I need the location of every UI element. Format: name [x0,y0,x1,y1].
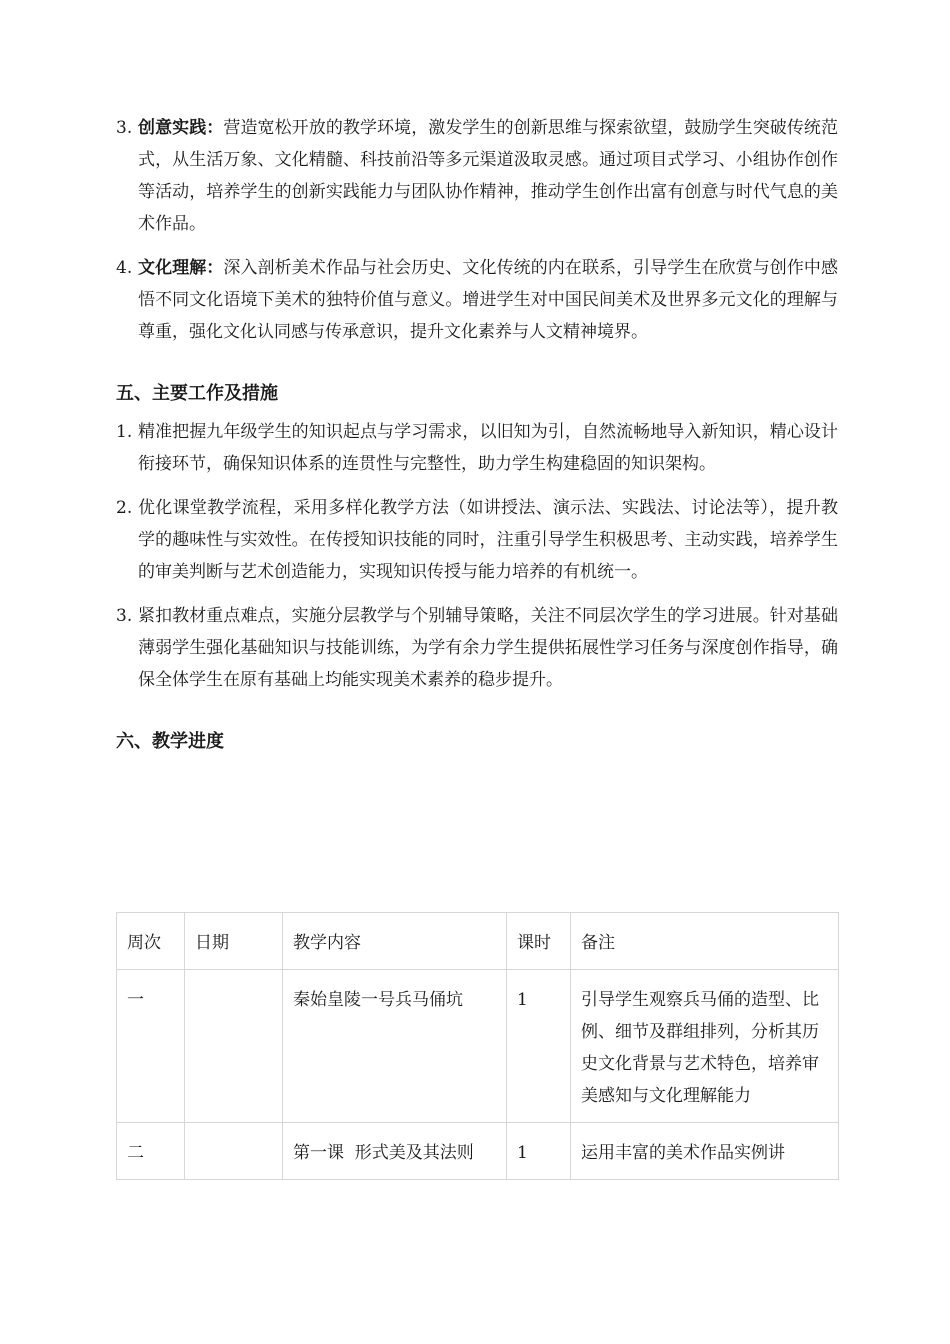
cell-notes: 引导学生观察兵马俑的造型、比例、细节及群组排列，分析其历史文化背景与艺术特色，培养审美感知与文化理解能力 [571,970,839,1123]
table-header-row [117,913,839,970]
header-content: 教学内容 [283,913,507,970]
list-item [116,252,838,348]
item-heading: 创意实践： [138,118,224,138]
cell-notes: 运用丰富的美术作品实例讲 [571,1123,839,1180]
header-notes: 备注 [571,913,839,970]
cell-hours: 1 [507,1123,571,1180]
item-number: 1. [116,422,133,442]
item-text: 深入剖析美术作品与社会历史、文化传统的内在联系，引导学生在欣赏与创作中感悟不同文化语境下美术的独特价值与意义。增进学生对中国民间美术及世界多元文化的理解与尊重，强化文化认同感与传承意识，提升文化素养与人文精神境界。 [138,258,838,342]
table-row [117,1123,839,1180]
cell-content: 第一课 形式美及其法则 [283,1123,507,1180]
cell-date [185,970,283,1123]
section-heading: 五、主要工作及措施 [116,383,278,404]
cell-week: 一 [117,970,185,1123]
schedule-table [116,912,839,1180]
cell-hours: 1 [507,970,571,1123]
header-week: 周次 [117,913,185,970]
list-item [116,492,838,588]
section-heading: 六、教学进度 [116,731,224,752]
cell-date [185,1123,283,1180]
header-date: 日期 [185,913,283,970]
item-number: 4. [116,258,133,278]
header-hours: 课时 [507,913,571,970]
item-number: 3. [116,118,133,138]
list-item [116,112,838,240]
document-page [116,112,838,758]
item-number: 2. [116,498,133,518]
table-row [117,970,839,1123]
list-item [116,416,838,480]
item-text: 精准把握九年级学生的知识起点与学习需求，以旧知为引，自然流畅地导入新知识，精心设计衔接环节，确保知识体系的连贯性与完整性，助力学生构建稳固的知识架构。 [138,422,838,474]
item-text: 营造宽松开放的教学环境，激发学生的创新思维与探索欲望，鼓励学生突破传统范式，从生活万象、文化精髓、科技前沿等多元渠道汲取灵感。通过项目式学习、小组协作创作等活动，培养学生的创新实践能力与团队协作精神，推动学生创作出富有创意与时代气息的美术作品。 [138,118,838,234]
cell-week: 二 [117,1123,185,1180]
cell-content: 秦始皇陵一号兵马俑坑 [283,970,507,1123]
list-item [116,600,838,696]
item-heading: 文化理解： [138,258,224,278]
item-number: 3. [116,606,133,626]
item-text: 优化课堂教学流程，采用多样化教学方法（如讲授法、演示法、实践法、讨论法等），提升教学的趣味性与实效性。在传授知识技能的同时，注重引导学生积极思考、主动实践，培养学生的审美判断与艺术创造能力，实现知识传授与能力培养的有机统一。 [138,498,838,582]
item-text: 紧扣教材重点难点，实施分层教学与个别辅导策略，关注不同层次学生的学习进展。针对基础薄弱学生强化基础知识与技能训练，为学有余力学生提供拓展性学习任务与深度创作指导，确保全体学生在原有基础上均能实现美术素养的稳步提升。 [138,606,838,690]
